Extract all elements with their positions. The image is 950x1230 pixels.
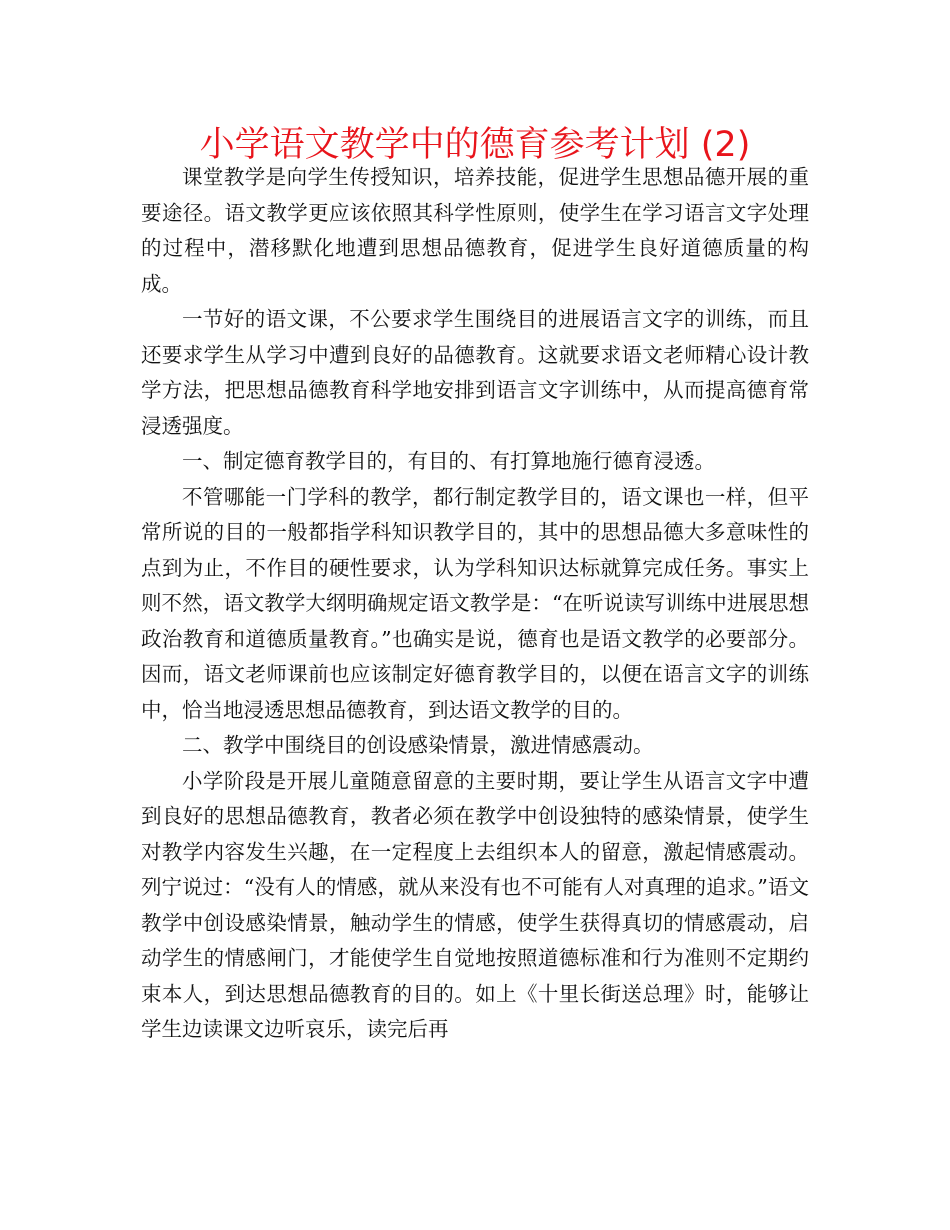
- document-title: 小学语文教学中的德育参考计划 (2): [199, 125, 751, 165]
- paragraph-4: 小学阶段是开展儿童随意留意的主要时期，要让学生从语言文字中遭到良好的思想品德教育，教者必须在教学中创设独特的感染情景，使学生对教学内容发生兴趣，在一定程度上去组织本人的留意，激起情感震动。列宁说过：“没有人的情感，就从来没有也不可能有人对真理的追求。”语文教学中创设感染情景，触动学生的情感，使学生获得真切的情感震动，启动学生的情感闸门，才能使学生自觉地按照道德标准和行为准则不定期约束本人，到达思想品德教育的目的。如上《十里长街送总理》时，能够让学生边读课文边听哀乐，读完后再: [141, 768, 809, 1041]
- paragraph-3: 不管哪能一门学科的教学，都行制定教学目的，语文课也一样，但平常所说的目的一般都指学科知识教学目的，其中的思想品德大多意味性的点到为止，不作目的硬性要求，认为学科知识达标就算完成任务。事实上则不然，语文教学大纲明确规定语文教学是：“在听说读写训练中进展思想政治教育和道德质量教育。”也确实是说，德育也是语文教学的必要部分。因而，语文老师课前也应该制定好德育教学目的，以便在语言文字的训练中，恰当地浸透思想品德教育，到达语文教学的目的。: [141, 484, 809, 722]
- document-body: [141, 160, 809, 1048]
- section-heading-1: 一、制定德育教学目的，有目的、有打算地施行德育浸透。: [182, 449, 715, 473]
- paragraph-1: 课堂教学是向学生传授知识，培养技能，促进学生思想品德开展的重要途径。语文教学更应该依照其科学性原则，使学生在学习语言文字处理的过程中，潜移默化地遭到思想品德教育，促进学生良好道德质量的构成。: [141, 165, 809, 296]
- section-heading-2: 二、教学中围绕目的创设感染情景，激进情感震动。: [182, 733, 654, 757]
- paragraph-2: 一节好的语文课，不公要求学生围绕目的进展语言文字的训练，而且还要求学生从学习中遭到良好的品德教育。这就要求语文老师精心设计教学方法，把思想品德教育科学地安排到语言文字训练中，从而提高德育常浸透强度。: [141, 307, 809, 438]
